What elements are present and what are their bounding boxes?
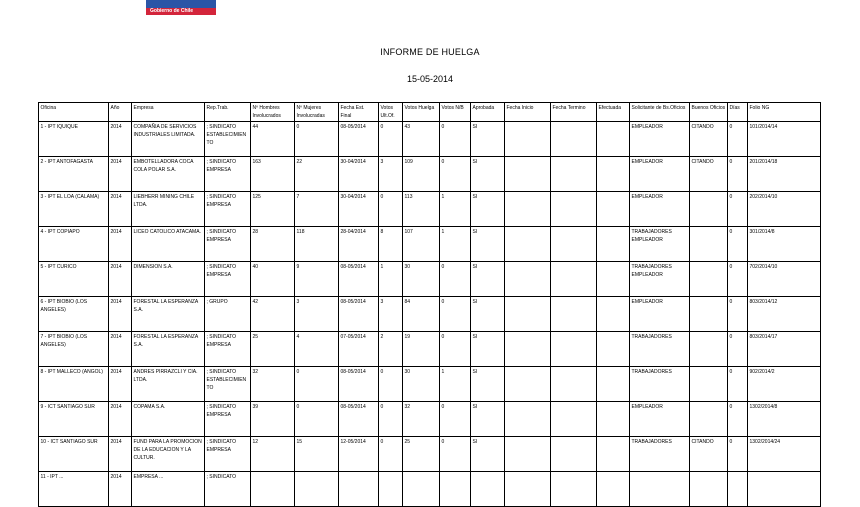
- column-header: Oficina: [39, 103, 109, 122]
- table-header: [39, 103, 821, 122]
- table-row: [39, 227, 821, 262]
- table-cell: [748, 472, 821, 507]
- table-cell: EMPLEADOR: [630, 122, 690, 157]
- column-header: Aprobada: [471, 103, 505, 122]
- table-cell: [505, 367, 551, 402]
- table-cell: 40: [251, 262, 295, 297]
- table-cell: ; GRUPO: [205, 297, 251, 332]
- table-cell: 0: [379, 367, 403, 402]
- table-cell: TRABAJADORES: [630, 332, 690, 367]
- table-cell: 28-04/2014: [339, 227, 379, 262]
- table-cell: 84: [403, 297, 440, 332]
- table-cell: 803/2014/12: [748, 297, 821, 332]
- table-cell: FORESTAL LA ESPERANZA S.A.: [132, 332, 205, 367]
- table-cell: EMPLEADOR: [630, 297, 690, 332]
- table-cell: 702/2014/10: [748, 262, 821, 297]
- table-cell: LICEO CATOLICO ATACAMA.: [132, 227, 205, 262]
- column-header: Empresa: [132, 103, 205, 122]
- column-header: Votos Huelga: [403, 103, 440, 122]
- table-cell: [551, 262, 597, 297]
- column-header: Nº Hombres Involucrados: [251, 103, 295, 122]
- table-cell: SI: [471, 262, 505, 297]
- table-cell: LIEBHERR MINING CHILE LTDA.: [132, 192, 205, 227]
- table-cell: [505, 437, 551, 472]
- table-cell: 2014: [109, 227, 132, 262]
- table-cell: [505, 297, 551, 332]
- table-cell: 25: [403, 437, 440, 472]
- table-cell: 0: [728, 227, 748, 262]
- column-header: Fecha Termino: [551, 103, 597, 122]
- table-row: [39, 192, 821, 227]
- table-cell: [690, 472, 728, 507]
- table-cell: [597, 157, 630, 192]
- table-cell: 0: [728, 192, 748, 227]
- table-cell: [597, 227, 630, 262]
- table-cell: EMPLEADOR: [630, 157, 690, 192]
- column-header: Votos Ult.Of.: [379, 103, 403, 122]
- table-cell: 113: [403, 192, 440, 227]
- table-cell: 22: [295, 157, 339, 192]
- table-cell: 301/2014/8: [748, 227, 821, 262]
- table-cell: SI: [471, 122, 505, 157]
- table-cell: 07-05/2014: [339, 332, 379, 367]
- gobierno-de-chile-logo: [146, 0, 216, 15]
- table-cell: 0: [379, 122, 403, 157]
- table-cell: 0: [728, 122, 748, 157]
- table-cell: 3: [379, 297, 403, 332]
- table-cell: 2014: [109, 157, 132, 192]
- table-cell: [551, 157, 597, 192]
- table-cell: [505, 262, 551, 297]
- table-cell: [251, 472, 295, 507]
- table-row: [39, 472, 821, 507]
- table-cell: TRABAJADORES EMPLEADOR: [630, 227, 690, 262]
- table-cell: 30-04/2014: [339, 192, 379, 227]
- table-cell: FORESTAL LA ESPERANZA S.A.: [132, 297, 205, 332]
- table-cell: 163: [251, 157, 295, 192]
- table-cell: 0: [440, 402, 471, 437]
- column-header: Efectuada: [597, 103, 630, 122]
- table-cell: 25: [251, 332, 295, 367]
- table-cell: [690, 227, 728, 262]
- table-cell: [551, 122, 597, 157]
- table-cell: [339, 472, 379, 507]
- table-cell: [505, 122, 551, 157]
- table-cell: 30-04/2014: [339, 157, 379, 192]
- table-cell: [630, 472, 690, 507]
- column-header: Año: [109, 103, 132, 122]
- table-cell: 1 - IPT IQUIQUE: [39, 122, 109, 157]
- table-cell: CITANDO: [690, 437, 728, 472]
- table-cell: TRABAJADORES: [630, 367, 690, 402]
- table-cell: 0: [440, 262, 471, 297]
- table-row: [39, 297, 821, 332]
- table-row: [39, 437, 821, 472]
- table-cell: 44: [251, 122, 295, 157]
- table-cell: 4: [295, 332, 339, 367]
- table-cell: [505, 192, 551, 227]
- column-header: Votos N/B: [440, 103, 471, 122]
- column-header: Fecha Est. Final: [339, 103, 379, 122]
- table-cell: 3 - IPT EL LOA (CALAMA): [39, 192, 109, 227]
- table-cell: 0: [728, 332, 748, 367]
- table-cell: EMPLEADOR: [630, 192, 690, 227]
- table-cell: COPAMA S.A.: [132, 402, 205, 437]
- table-cell: ; SINDICATO ESTABLECIMIENTO: [205, 367, 251, 402]
- table-cell: [551, 437, 597, 472]
- table-cell: 0: [728, 367, 748, 402]
- table-cell: 0: [440, 297, 471, 332]
- table-cell: 2014: [109, 367, 132, 402]
- table-cell: 0: [295, 367, 339, 402]
- table-cell: 118: [295, 227, 339, 262]
- table-cell: ; SINDICATO ESTABLECIMIENTO: [205, 122, 251, 157]
- table-cell: [597, 297, 630, 332]
- strike-report-table: [38, 102, 821, 507]
- table-cell: 2014: [109, 472, 132, 507]
- table-cell: 201/2014/18: [748, 157, 821, 192]
- table-cell: 3: [295, 297, 339, 332]
- table-cell: [440, 472, 471, 507]
- table-cell: 08-05/2014: [339, 122, 379, 157]
- table-cell: 8: [379, 227, 403, 262]
- table-cell: 39: [251, 402, 295, 437]
- column-header: Días: [728, 103, 748, 122]
- table-cell: CITANDO: [690, 122, 728, 157]
- table-cell: 11 - IPT ...: [39, 472, 109, 507]
- table-cell: 19: [403, 332, 440, 367]
- table-cell: TRABAJADORES EMPLEADOR: [630, 262, 690, 297]
- table-cell: 08-05/2014: [339, 367, 379, 402]
- table-cell: 125: [251, 192, 295, 227]
- table-row: [39, 402, 821, 437]
- table-cell: [597, 332, 630, 367]
- table-cell: 8 - IPT MALLECO (ANGOL): [39, 367, 109, 402]
- table-cell: 2014: [109, 262, 132, 297]
- table-cell: COMPAÑIA DE SERVICIOS INDUSTRIALES LIMITADA.: [132, 122, 205, 157]
- table-cell: 32: [403, 402, 440, 437]
- report-title: INFORME DE HUELGA: [380, 47, 480, 57]
- table-cell: [551, 192, 597, 227]
- table-cell: 2: [379, 332, 403, 367]
- table-cell: 2014: [109, 437, 132, 472]
- table-cell: 1302/2014/8: [748, 402, 821, 437]
- table-cell: SI: [471, 402, 505, 437]
- table-cell: ; SINDICATO EMPRESA: [205, 262, 251, 297]
- table-cell: 6 - IPT BIOBIO (LOS ANGELES): [39, 297, 109, 332]
- table-cell: 202/2014/10: [748, 192, 821, 227]
- table-cell: 1302/2014/24: [748, 437, 821, 472]
- table-cell: SI: [471, 297, 505, 332]
- table-cell: [690, 262, 728, 297]
- table-cell: ANDRES PIRRAZCLI Y CIA. LTDA.: [132, 367, 205, 402]
- table-cell: EMBOTELLADORA COCA COLA POLAR S.A.: [132, 157, 205, 192]
- table-cell: 0: [728, 262, 748, 297]
- table-cell: [551, 367, 597, 402]
- table-cell: CITANDO: [690, 157, 728, 192]
- table-cell: 2014: [109, 402, 132, 437]
- table-cell: 2 - IPT ANTOFAGASTA: [39, 157, 109, 192]
- table-cell: [551, 402, 597, 437]
- table-cell: 109: [403, 157, 440, 192]
- table-cell: ; SINDICATO EMPRESA: [205, 437, 251, 472]
- table-cell: [690, 332, 728, 367]
- table-cell: 9: [295, 262, 339, 297]
- table-cell: [505, 472, 551, 507]
- header-row: [39, 103, 821, 122]
- table-cell: [597, 122, 630, 157]
- table-cell: 0: [440, 157, 471, 192]
- table-cell: [551, 227, 597, 262]
- column-header: Folio NG: [748, 103, 821, 122]
- logo-text: Gobierno de Chile: [150, 8, 194, 14]
- table-cell: 08-05/2014: [339, 262, 379, 297]
- table-cell: 0: [295, 122, 339, 157]
- table-cell: 2014: [109, 122, 132, 157]
- table-cell: [597, 437, 630, 472]
- table-cell: 0: [440, 332, 471, 367]
- table-cell: 08-05/2014: [339, 402, 379, 437]
- table-cell: [597, 367, 630, 402]
- table-cell: 4 - IPT COPIAPO: [39, 227, 109, 262]
- table-cell: ; SINDICATO: [205, 472, 251, 507]
- column-header: Solicitante de Bs.Oficios: [630, 103, 690, 122]
- table-cell: [379, 472, 403, 507]
- table-cell: [597, 402, 630, 437]
- table-cell: [690, 402, 728, 437]
- table-cell: 15: [295, 437, 339, 472]
- table-cell: [690, 297, 728, 332]
- table-cell: 30: [403, 262, 440, 297]
- table-cell: 12: [251, 437, 295, 472]
- table-cell: 0: [379, 437, 403, 472]
- table-cell: [551, 297, 597, 332]
- table-cell: 42: [251, 297, 295, 332]
- table-cell: 107: [403, 227, 440, 262]
- table-cell: SI: [471, 157, 505, 192]
- table-cell: 2014: [109, 297, 132, 332]
- table-cell: SI: [471, 367, 505, 402]
- table-cell: 43: [403, 122, 440, 157]
- table-cell: [728, 472, 748, 507]
- table-cell: [505, 157, 551, 192]
- table-cell: 28: [251, 227, 295, 262]
- table-cell: [505, 332, 551, 367]
- table-cell: EMPLEADOR: [630, 402, 690, 437]
- table-cell: 12-05/2014: [339, 437, 379, 472]
- table-cell: [690, 367, 728, 402]
- table-cell: 1: [440, 367, 471, 402]
- table-cell: [551, 472, 597, 507]
- table-cell: ; SINDICATO EMPRESA: [205, 402, 251, 437]
- table-cell: [597, 192, 630, 227]
- table-cell: DIMENSION S.A.: [132, 262, 205, 297]
- table-cell: [597, 262, 630, 297]
- table-cell: SI: [471, 227, 505, 262]
- table-cell: 30: [403, 367, 440, 402]
- table-cell: 101/2014/14: [748, 122, 821, 157]
- column-header: Nº Mujeres Involucradas: [295, 103, 339, 122]
- table-cell: 803/2014/17: [748, 332, 821, 367]
- table-cell: [295, 472, 339, 507]
- table-row: [39, 157, 821, 192]
- column-header: Rep.Trab.: [205, 103, 251, 122]
- table-cell: 0: [295, 402, 339, 437]
- table-cell: 0: [728, 402, 748, 437]
- table-cell: 2014: [109, 192, 132, 227]
- table-cell: 10 - ICT SANTIAGO SUR: [39, 437, 109, 472]
- table-cell: 7: [295, 192, 339, 227]
- table-cell: 32: [251, 367, 295, 402]
- table-cell: 0: [728, 297, 748, 332]
- table-cell: FUND PARA LA PROMOCION DE LA EDUCACION Y LA CULTUR.: [132, 437, 205, 472]
- table-row: [39, 122, 821, 157]
- table-cell: 0: [440, 122, 471, 157]
- table-cell: [403, 472, 440, 507]
- table-cell: 0: [728, 437, 748, 472]
- table-cell: 5 - IPT CURICO: [39, 262, 109, 297]
- table-cell: [690, 192, 728, 227]
- table-cell: TRABAJADORES: [630, 437, 690, 472]
- table-cell: 0: [379, 192, 403, 227]
- table-row: [39, 262, 821, 297]
- table-cell: 3: [379, 157, 403, 192]
- table-row: [39, 332, 821, 367]
- table-cell: SI: [471, 332, 505, 367]
- table-cell: ; SINDICATO EMPRESA: [205, 227, 251, 262]
- table-cell: [471, 472, 505, 507]
- table-cell: 1: [440, 227, 471, 262]
- table-cell: 08-05/2014: [339, 297, 379, 332]
- table-cell: 1: [379, 262, 403, 297]
- column-header: Buenos Oficios: [690, 103, 728, 122]
- table-cell: SI: [471, 192, 505, 227]
- table-cell: 0: [379, 402, 403, 437]
- table-row: [39, 367, 821, 402]
- table-cell: ; SINDICATO EMPRESA: [205, 192, 251, 227]
- table-cell: 0: [440, 437, 471, 472]
- table-cell: ; SINDICATO EMPRESA: [205, 157, 251, 192]
- table-cell: 2014: [109, 332, 132, 367]
- table-cell: 1: [440, 192, 471, 227]
- column-header: Fecha Inicio: [505, 103, 551, 122]
- table-cell: [597, 472, 630, 507]
- table-cell: [505, 402, 551, 437]
- table-cell: [505, 227, 551, 262]
- table-cell: SI: [471, 437, 505, 472]
- table-cell: 902/2014/2: [748, 367, 821, 402]
- table-cell: EMPRESA ...: [132, 472, 205, 507]
- table-cell: ; SINDICATO EMPRESA: [205, 332, 251, 367]
- table-body: [39, 122, 821, 507]
- table-cell: 0: [728, 157, 748, 192]
- table-cell: [551, 332, 597, 367]
- table-cell: 7 - IPT BIOBIO (LOS ANGELES): [39, 332, 109, 367]
- report-date: 15-05-2014: [406, 74, 454, 84]
- table-cell: 9 - ICT SANTIAGO SUR: [39, 402, 109, 437]
